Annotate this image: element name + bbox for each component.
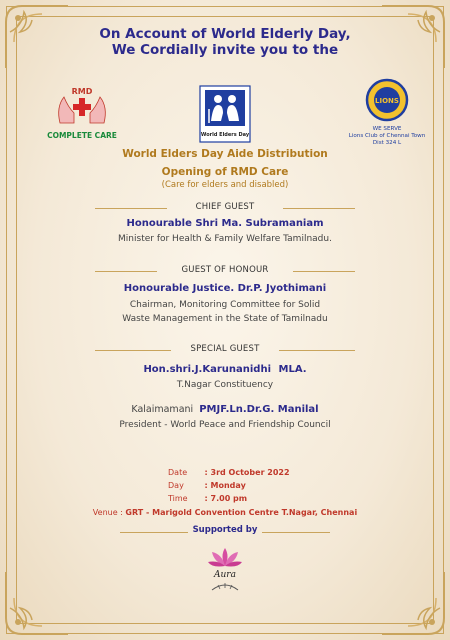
- time-label: Time: [168, 494, 188, 503]
- event-subtitle: Opening of RMD Care: [161, 166, 289, 178]
- lions-club-logo: [344, 78, 430, 147]
- special-guest-2-prefix: Kalaimamani: [131, 404, 194, 415]
- event-title: World Elders Day Aide Distribution: [122, 148, 328, 160]
- chief-guest-label: CHIEF GUEST: [195, 202, 255, 212]
- special-guest-divider: [95, 346, 355, 356]
- venue-label: Venue :: [92, 508, 123, 517]
- event-note: (Care for elders and disabled): [161, 180, 289, 190]
- guest-of-honour-name: Honourable Justice. Dr.P. Jyothimani: [123, 283, 327, 294]
- lions-line-1: WE SERVE: [372, 126, 402, 132]
- event-block: [0, 147, 450, 191]
- rmd-logo: [44, 85, 120, 140]
- special-guest-2-desc: President - World Peace and Friendship Council: [119, 420, 331, 430]
- lions-emblem-icon: [365, 78, 409, 122]
- date-value: : 3rd October 2022: [204, 468, 290, 477]
- guest-of-honour-desc-2: Waste Management in the State of Tamilnadu: [122, 314, 328, 324]
- time-value: : 7.00 pm: [204, 494, 248, 503]
- date-label: Date: [168, 468, 188, 477]
- time-row: [168, 494, 247, 503]
- special-guest-1: [0, 364, 450, 375]
- venue-value: GRT - Marigold Convention Centre T.Nagar, Chennai: [125, 508, 358, 517]
- venue-row: [0, 508, 450, 517]
- supported-by-label: Supported by: [192, 525, 258, 535]
- special-guest-1-name: Hon.shri.J.Karunanidhi: [143, 364, 272, 375]
- supported-by-divider: [0, 525, 450, 539]
- guest-of-honour-label: GUEST OF HONOUR: [181, 265, 269, 275]
- date-row: [168, 468, 290, 477]
- day-row: [168, 481, 246, 490]
- day-label: Day: [168, 481, 184, 490]
- chief-guest-desc: Minister for Health & Family Welfare Tamilnadu.: [118, 234, 332, 244]
- invitation-heading: [0, 26, 450, 58]
- special-guest-1-desc: T.Nagar Constituency: [176, 380, 274, 390]
- special-guest-2-name: PMJF.Ln.Dr.G. Manilal: [199, 404, 319, 415]
- guest-of-honour-divider: [95, 267, 355, 277]
- lions-line-3: Dist 324 L: [372, 140, 402, 146]
- wed-caption: World Elders Day: [200, 132, 250, 138]
- lions-line-2: Lions Club of Chennai Town: [348, 133, 426, 139]
- heading-line-2: We Cordially invite you to the: [111, 42, 339, 58]
- special-guest-2: [0, 404, 450, 415]
- aura-logo: [206, 544, 244, 594]
- aura-logo-text: Aura: [214, 570, 236, 580]
- world-elders-day-logo: [199, 85, 251, 143]
- lions-emblem-text: LIONS: [375, 97, 399, 105]
- chief-guest-divider: [95, 204, 355, 214]
- special-guest-label: SPECIAL GUEST: [190, 344, 260, 354]
- heading-line-1: On Account of World Elderly Day,: [99, 26, 351, 42]
- guest-of-honour-desc-1: Chairman, Monitoring Committee for Solid: [129, 300, 321, 310]
- rmd-caption: COMPLETE CARE: [47, 131, 117, 140]
- rmd-hands-cross-icon: [52, 85, 112, 125]
- special-guest-1-suffix: MLA.: [278, 364, 307, 375]
- rmd-logo-text: RMD: [71, 87, 93, 96]
- chief-guest-name: Honourable Shri Ma. Subramaniam: [126, 218, 324, 229]
- day-value: : Monday: [204, 481, 246, 490]
- corner-ornament-bottom-left: [2, 568, 72, 638]
- corner-ornament-bottom-right: [378, 568, 448, 638]
